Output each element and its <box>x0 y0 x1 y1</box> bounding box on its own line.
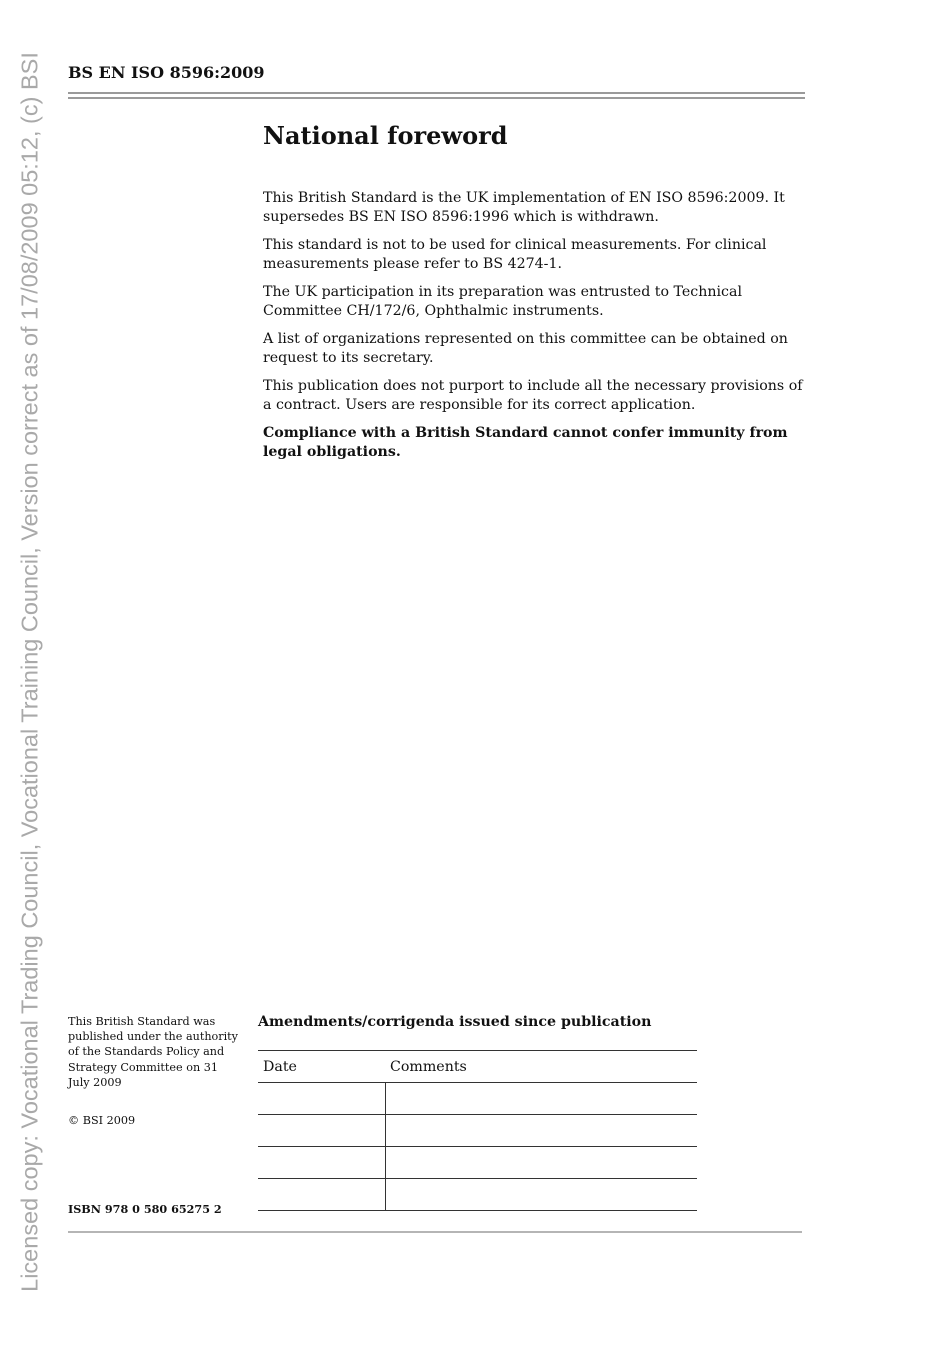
copyright-notice: © BSI 2009 <box>68 1114 136 1127</box>
date-cell <box>258 1147 385 1179</box>
document-identifier: BS EN ISO 8596:2009 <box>68 63 265 82</box>
isbn-number: ISBN 978 0 580 65275 2 <box>68 1202 222 1216</box>
table-row <box>258 1083 697 1115</box>
comments-cell <box>385 1147 697 1179</box>
license-watermark <box>0 0 60 1345</box>
header-divider <box>68 92 805 99</box>
publication-statement-text: This British Standard was published under the authority of the Standards Policy and Strategy Committee on 31 July 2009 <box>68 1015 238 1089</box>
table-row <box>258 1147 697 1179</box>
amendments-table <box>258 1050 697 1211</box>
table-header-row <box>258 1051 697 1083</box>
publication-statement <box>68 1014 238 1090</box>
column-header-comments: Comments <box>385 1051 697 1083</box>
comments-cell <box>385 1179 697 1211</box>
paragraph: This standard is not to be used for clinical measurements. For clinical measurements please refer to BS 4274-1. <box>263 237 767 272</box>
amendments-title: Amendments/corrigenda issued since publication <box>258 1014 652 1030</box>
paragraph: The UK participation in its preparation was entrusted to Technical Committee CH/172/6, Ophthalmic instruments. <box>263 284 742 319</box>
table-row <box>258 1179 697 1211</box>
comments-cell <box>385 1083 697 1115</box>
date-cell <box>258 1115 385 1147</box>
paragraph: This publication does not purport to include all the necessary provisions of a contract. Users are responsible for its correct application. <box>263 378 803 413</box>
date-cell <box>258 1083 385 1115</box>
date-cell <box>258 1179 385 1211</box>
watermark-text: Licensed copy: Vocational Trading Council, Vocational Training Council, Version correct as of 17/08/2009 05:12, (c) BSI <box>16 52 43 1292</box>
column-header-date: Date <box>258 1051 385 1083</box>
page-title: National foreword <box>263 121 508 150</box>
comments-cell <box>385 1115 697 1147</box>
paragraph: A list of organizations represented on this committee can be obtained on request to its secretary. <box>263 331 788 366</box>
paragraph: This British Standard is the UK implementation of EN ISO 8596:2009. It supersedes BS EN ISO 8596:1996 which is withdrawn. <box>263 190 785 225</box>
table-row <box>258 1115 697 1147</box>
compliance-note: Compliance with a British Standard cannot confer immunity from legal obligations. <box>263 425 788 460</box>
footer-divider <box>68 1231 802 1233</box>
foreword-body <box>263 189 808 471</box>
